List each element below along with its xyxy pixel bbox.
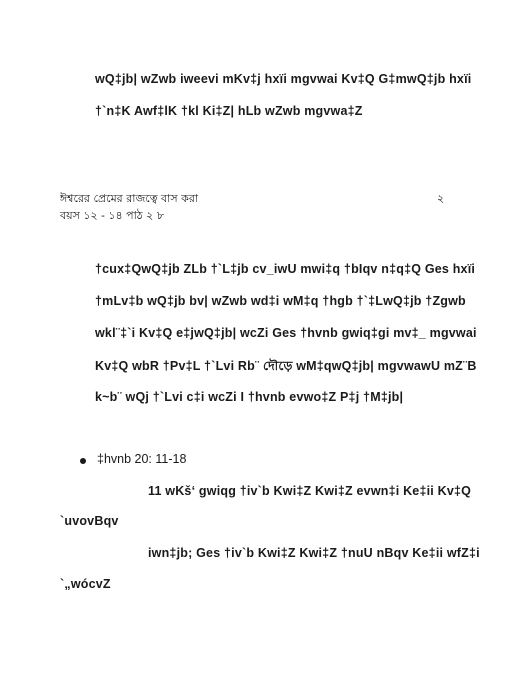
header-age-lesson: বয়স ১২ - ১৪ পাঠ ২ ৮ <box>60 209 164 222</box>
verse-line-4: `„wócvZ <box>60 577 111 591</box>
paragraph-1-line-1: wQ‡jb| wZwb iweevi mKv‡j hxïi mgvwai Kv‡Q G‡mwQ‡jb hxïi <box>95 72 472 86</box>
paragraph-1-line-2: †`n‡K Awf‡lK †kl Ki‡Z| hLb wZwb mgvwa‡Z <box>95 104 363 118</box>
verse-line-3: iwn‡jb; Ges †iv`b Kwi‡Z Kwi‡Z †nuU nBqv Ke‡ii wfZ‡i <box>148 546 480 560</box>
bullet-reference: ‡hvnb 20: 11-18 <box>97 452 187 466</box>
verse-line-1: 11 wKš‘ gwiqg †iv`b Kwi‡Z Kwi‡Z evwn‡i Ke‡ii Kv‡Q <box>148 484 472 498</box>
paragraph-2-line-1: †cux‡QwQ‡jb ZLb †`L‡jb cv_iwU mwi‡q †bIqv n‡q‡Q Ges hxïi <box>95 262 476 276</box>
bullet-dot-icon <box>80 458 86 464</box>
header-title: ঈশ্বরের প্রেমের রাজত্বে বাস করা <box>60 192 199 205</box>
header-page-number: ২ <box>437 192 445 205</box>
paragraph-2-line-2: †mLv‡b wQ‡jb bv| wZwb wd‡i wM‡q †hgb †`‡LwQ‡jb †Zgwb <box>95 294 466 308</box>
verse-line-2: `uvovBqv <box>60 514 119 528</box>
paragraph-2-line-5: k~b¨ wQj †`Lvi c‡i wcZi I †hvnb evwo‡Z P‡j †M‡jb| <box>95 390 404 404</box>
paragraph-2-line-4: Kv‡Q wbR †Pv‡L †`Lvi Rb¨ দৌড়ে wM‡qwQ‡jb| mgvwawU mZ¨B <box>95 359 477 373</box>
paragraph-2-line-3: wkl¨‡`i Kv‡Q e‡jwQ‡jb| wcZi Ges †hvnb gwiq‡gi mv‡_ mgvwai <box>95 326 477 340</box>
